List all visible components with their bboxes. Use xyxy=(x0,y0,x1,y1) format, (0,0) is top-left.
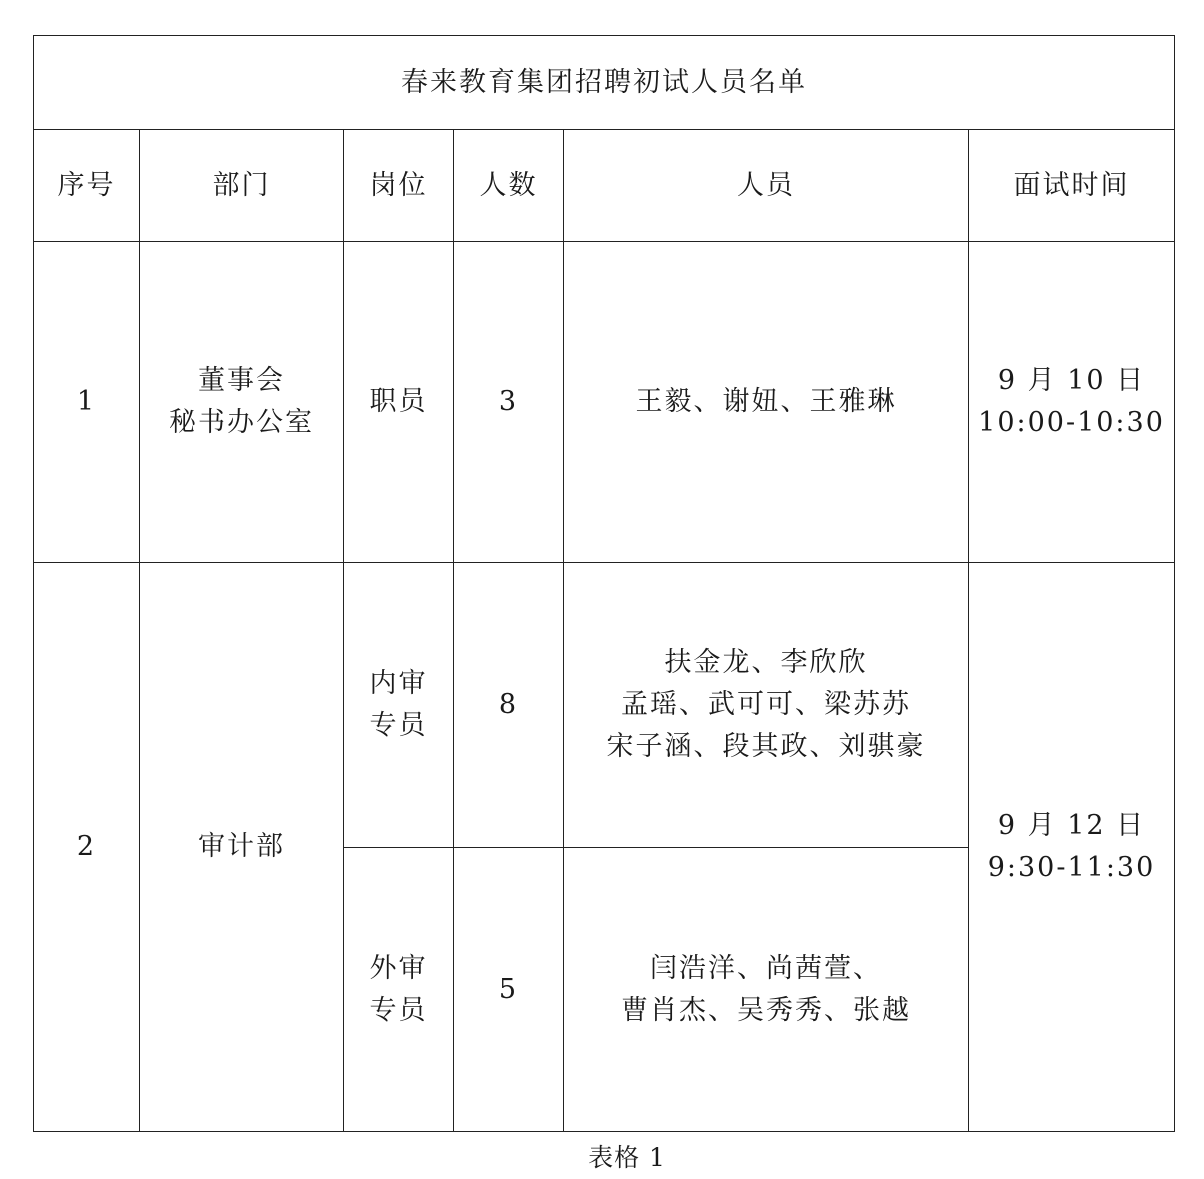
header-count: 人数 xyxy=(454,130,564,242)
header-department: 部门 xyxy=(140,130,344,242)
department-cell xyxy=(140,563,344,1132)
people-line: 扶金龙、李欣欣 xyxy=(664,647,868,678)
interview-hours: 9:30-11:30 xyxy=(987,852,1156,883)
people-cell xyxy=(564,848,969,1132)
position-cell xyxy=(344,848,454,1132)
interview-date: 9 月 12 日 xyxy=(997,810,1146,841)
header-row xyxy=(34,130,1175,242)
interview-time-cell xyxy=(969,563,1175,1132)
headcount-cell: 8 xyxy=(454,563,564,848)
people-line: 孟瑶、武可可、梁苏苏 xyxy=(621,689,911,720)
position-line: 专员 xyxy=(369,994,428,1026)
position-line: 职员 xyxy=(369,386,428,417)
position-line: 外审 xyxy=(369,952,428,984)
people-line: 闫浩洋、尚茜萱、 xyxy=(650,952,882,984)
department-cell xyxy=(140,242,344,563)
people-cell xyxy=(564,242,969,563)
header-position: 岗位 xyxy=(344,130,454,242)
table-title: 春来教育集团招聘初试人员名单 xyxy=(34,36,1175,130)
department-line: 审计部 xyxy=(198,831,285,862)
row-index: 1 xyxy=(34,242,140,563)
people-cell xyxy=(564,563,969,848)
interview-hours: 10:00-10:30 xyxy=(978,407,1165,438)
position-cell xyxy=(344,242,454,563)
recruitment-roster-table xyxy=(33,35,1175,1132)
position-line: 专员 xyxy=(369,710,428,741)
interview-time-cell xyxy=(969,242,1175,563)
row-index: 2 xyxy=(34,563,140,1132)
headcount-cell: 5 xyxy=(454,848,564,1132)
people-line: 王毅、谢妞、王雅琳 xyxy=(635,386,897,417)
table-row xyxy=(34,563,1175,848)
position-line: 内审 xyxy=(369,668,428,699)
table-row xyxy=(34,242,1175,563)
position-cell xyxy=(344,563,454,848)
department-line: 董事会 xyxy=(198,365,285,396)
interview-date: 9 月 10 日 xyxy=(997,365,1146,396)
department-line: 秘书办公室 xyxy=(169,407,314,438)
header-interview-time: 面试时间 xyxy=(969,130,1175,242)
header-index: 序号 xyxy=(34,130,140,242)
people-line: 曹肖杰、吴秀秀、张越 xyxy=(621,994,911,1026)
header-people: 人员 xyxy=(564,130,969,242)
headcount-cell: 3 xyxy=(454,242,564,563)
people-line: 宋子涵、段其政、刘骐豪 xyxy=(606,731,926,762)
table-caption: 表格 1 xyxy=(588,1143,666,1172)
